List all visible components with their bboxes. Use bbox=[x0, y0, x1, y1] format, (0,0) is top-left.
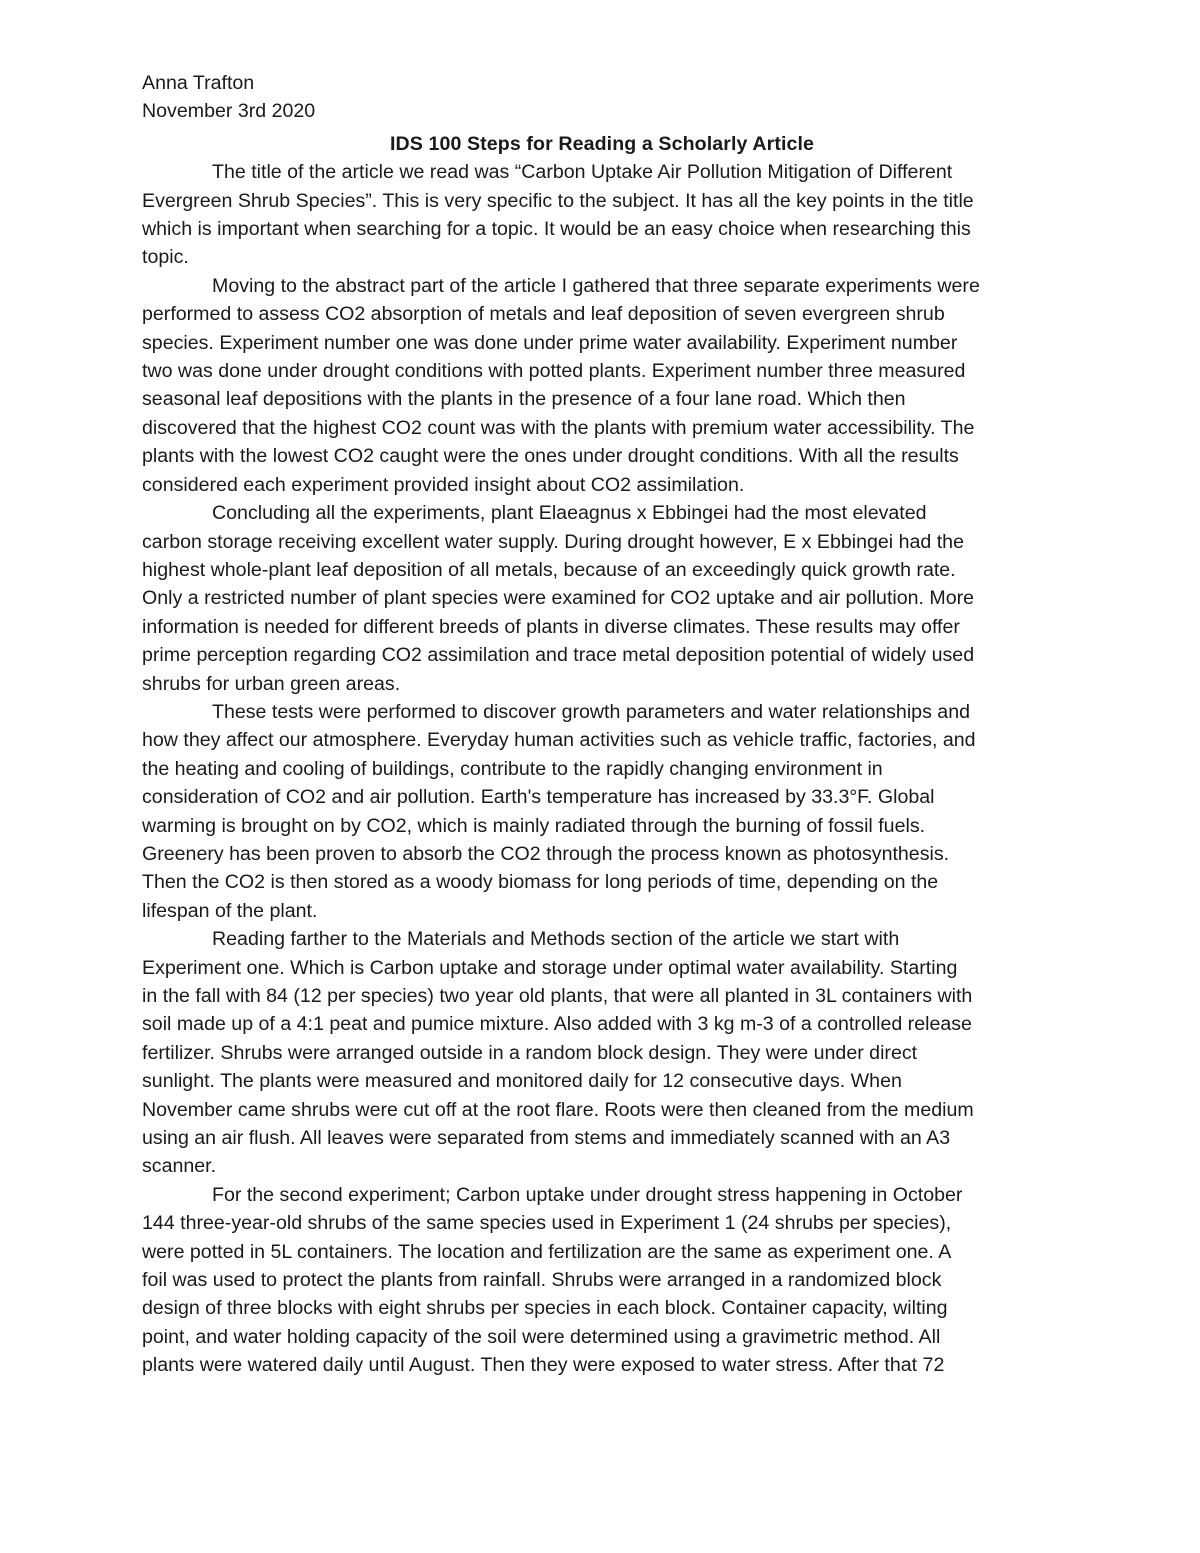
paragraph-line: the heating and cooling of buildings, contribute to the rapidly changing environment in bbox=[142, 757, 883, 780]
paragraph-line: seasonal leaf depositions with the plants in the presence of a four lane road. Which then bbox=[142, 388, 906, 411]
paragraph-line: prime perception regarding CO2 assimilation and trace metal deposition potential of widely used bbox=[142, 644, 975, 667]
paragraph-line: which is important when searching for a topic. It would be an easy choice when researching this bbox=[142, 218, 971, 241]
paragraph-line: species. Experiment number one was done under prime water availability. Experiment number bbox=[142, 331, 958, 354]
paragraph-line: point, and water holding capacity of the soil were determined using a gravimetric method. All bbox=[142, 1325, 941, 1348]
paragraph bbox=[142, 698, 1062, 925]
paragraph-line: design of three blocks with eight shrubs per species in each block. Container capacity, wilting bbox=[142, 1297, 948, 1320]
paragraph-line: Only a restricted number of plant species were examined for CO2 uptake and air pollution. More bbox=[142, 587, 975, 610]
paragraph-line: soil made up of a 4:1 peat and pumice mixture. Also added with 3 kg m-3 of a controlled release bbox=[142, 1013, 972, 1036]
paragraph-line: consideration of CO2 and air pollution. Earth's temperature has increased by 33.3°F. Global bbox=[142, 786, 935, 809]
paragraph-line: topic. bbox=[142, 246, 189, 269]
paragraph-line: sunlight. The plants were measured and monitored daily for 12 consecutive days. When bbox=[142, 1070, 902, 1093]
paragraph-line: plants with the lowest CO2 caught were the ones under drought conditions. With all the results bbox=[142, 445, 959, 468]
paragraph-line: using an air flush. All leaves were separated from stems and immediately scanned with an A3 bbox=[142, 1127, 951, 1150]
paragraph-line: two was done under drought conditions with potted plants. Experiment number three measured bbox=[142, 360, 966, 383]
paragraph-line: how they affect our atmosphere. Everyday human activities such as vehicle traffic, factories, and bbox=[142, 729, 976, 752]
paragraph-line: November came shrubs were cut off at the root flare. Roots were then cleaned from the medium bbox=[142, 1098, 974, 1121]
paragraph-line: The title of the article we read was “Carbon Uptake Air Pollution Mitigation of Different bbox=[212, 161, 953, 184]
document-body bbox=[142, 158, 1062, 1379]
paragraph-line: Then the CO2 is then stored as a woody biomass for long periods of time, depending on the bbox=[142, 871, 939, 894]
paragraph-line: in the fall with 84 (12 per species) two year old plants, that were all planted in 3L containers with bbox=[142, 985, 973, 1007]
document-date: November 3rd 2020 bbox=[142, 100, 316, 123]
paragraph-line: For the second experiment; Carbon uptake under drought stress happening in October bbox=[212, 1183, 963, 1206]
paragraph-line: discovered that the highest CO2 count was with the plants with premium water accessibility. The bbox=[142, 416, 975, 439]
paragraph-line: lifespan of the plant. bbox=[142, 899, 318, 922]
paragraph-line: Evergreen Shrub Species”. This is very specific to the subject. It has all the key points in the title bbox=[142, 189, 974, 212]
paragraph-line: fertilizer. Shrubs were arranged outside in a random block design. They were under direct bbox=[142, 1041, 918, 1064]
paragraph bbox=[142, 272, 1062, 499]
paragraph-line: Concluding all the experiments, plant Elaeagnus x Ebbingei had the most elevated bbox=[212, 502, 927, 525]
paragraph-line: Reading farther to the Materials and Methods section of the article we start with bbox=[212, 928, 900, 951]
paragraph-line: information is needed for different breeds of plants in diverse climates. These results may offer bbox=[142, 615, 960, 638]
paragraph-line: warming is brought on by CO2, which is mainly radiated through the burning of fossil fuels. bbox=[142, 814, 926, 837]
paragraph-line: Moving to the abstract part of the article I gathered that three separate experiments were bbox=[212, 274, 980, 297]
paragraph bbox=[142, 925, 1062, 1181]
paragraph-line: Experiment one. Which is Carbon uptake and storage under optimal water availability. Starting bbox=[142, 956, 958, 979]
paragraph-line: plants were watered daily until August. Then they were exposed to water stress. After that 72 bbox=[142, 1354, 945, 1377]
paragraph-line: considered each experiment provided insight about CO2 assimilation. bbox=[142, 473, 745, 496]
paragraph-line: performed to assess CO2 absorption of metals and leaf deposition of seven evergreen shrub bbox=[142, 303, 945, 326]
paragraph-line: highest whole-plant leaf deposition of all metals, because of an exceedingly quick growth rate. bbox=[142, 558, 956, 581]
paragraph-line: carbon storage receiving excellent water supply. During drought however, E x Ebbingei had the bbox=[142, 530, 964, 553]
paragraph-line: foil was used to protect the plants from rainfall. Shrubs were arranged in a randomized block bbox=[142, 1269, 942, 1292]
paragraph-line: Greenery has been proven to absorb the CO2 through the process known as photosynthesis. bbox=[142, 842, 950, 865]
document-content bbox=[142, 69, 1062, 1380]
paragraph-line: scanner. bbox=[142, 1155, 217, 1178]
paragraph-line: These tests were performed to discover growth parameters and water relationships and bbox=[212, 700, 970, 723]
paragraph-line: were potted in 5L containers. The location and fertilization are the same as experiment one. A bbox=[142, 1240, 952, 1263]
author-name: Anna Trafton bbox=[142, 72, 255, 94]
paragraph bbox=[142, 1181, 1062, 1380]
document-title: IDS 100 Steps for Reading a Scholarly Article bbox=[389, 132, 815, 155]
paragraph-line: shrubs for urban green areas. bbox=[142, 672, 401, 695]
paragraph-line: 144 three-year-old shrubs of the same species used in Experiment 1 (24 shrubs per species), bbox=[142, 1212, 952, 1235]
paragraph bbox=[142, 499, 1062, 698]
paragraph bbox=[142, 158, 1062, 272]
